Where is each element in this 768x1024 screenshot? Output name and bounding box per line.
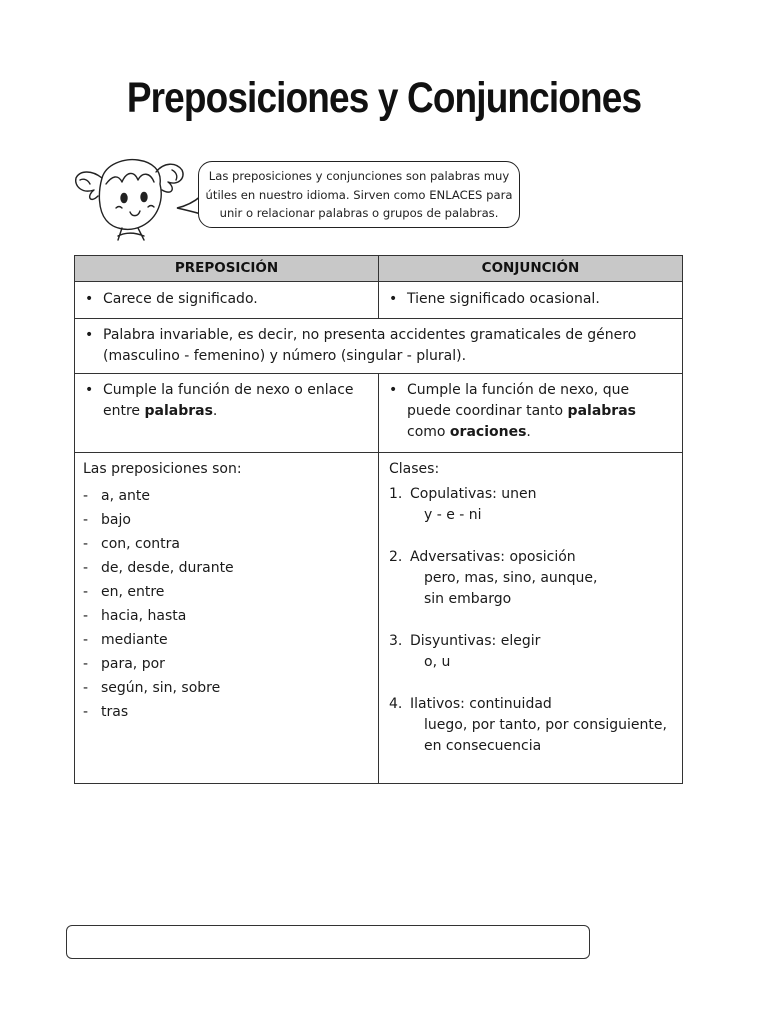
clase-examples: o, u: [424, 654, 451, 670]
bullet-icon: •: [85, 382, 94, 398]
clase-title: Copulativas: unen: [410, 486, 537, 502]
clase-item: [389, 630, 674, 673]
clase-number: 2.: [389, 549, 403, 565]
clase-item: [389, 693, 674, 757]
preposicion-nexo: [103, 380, 370, 422]
table-cell: [75, 453, 379, 784]
preposicion-item: para, por: [101, 656, 165, 672]
clase-number: 1.: [389, 486, 403, 502]
conjuncion-significado: Tiene significado ocasional.: [407, 291, 600, 307]
dash-icon: -: [83, 608, 89, 624]
conjuncion-nexo: [407, 380, 674, 443]
dash-icon: -: [83, 512, 89, 528]
clase-item: [389, 546, 674, 610]
preposicion-item: bajo: [101, 512, 131, 528]
list-item: [83, 532, 370, 556]
clases-heading: Clases:: [389, 461, 440, 477]
bold-term: oraciones: [449, 424, 527, 440]
table-row: [75, 453, 683, 784]
preposicion-item: hacia, hasta: [101, 608, 187, 624]
speech-bubble: [198, 161, 520, 228]
text-span: Cumple la función de nexo, que puede coordinar tanto: [407, 382, 630, 419]
dash-icon: -: [83, 560, 89, 576]
bullet-icon: •: [85, 327, 94, 343]
preposiciones-heading: Las preposiciones son:: [83, 461, 242, 477]
list-item: [83, 604, 370, 628]
table-row: [75, 319, 683, 374]
preposicion-item: mediante: [101, 632, 168, 648]
intro-line: Las preposiciones y conjunciones son palabras muy: [208, 169, 510, 183]
text-span: .: [526, 424, 531, 440]
table-cell: [379, 282, 683, 319]
table-cell: [75, 374, 379, 453]
table-cell: [379, 453, 683, 784]
dash-icon: -: [83, 656, 89, 672]
list-item: [83, 484, 370, 508]
clase-number: 4.: [389, 696, 403, 712]
bullet-icon: •: [389, 291, 398, 307]
invariable-text: Palabra invariable, es decir, no presenta accidentes gramaticales de género (masculino - femenino) y número (singular - plural).: [103, 327, 637, 364]
clase-title: Ilativos: continuidad: [410, 696, 552, 712]
list-item: [83, 652, 370, 676]
list-item: [83, 556, 370, 580]
bold-term: palabras: [144, 403, 213, 419]
clase-number: 3.: [389, 633, 403, 649]
dash-icon: -: [83, 584, 89, 600]
list-item: [83, 508, 370, 532]
table-cell: [379, 374, 683, 453]
preposicion-item: con, contra: [101, 536, 180, 552]
list-item: [83, 628, 370, 652]
comparison-table: [74, 255, 683, 784]
preposiciones-list: [83, 484, 370, 724]
text-span: .: [212, 403, 218, 419]
dash-icon: -: [83, 680, 89, 696]
table-cell: [75, 319, 683, 374]
dash-icon: -: [83, 632, 89, 648]
preposicion-item: de, desde, durante: [101, 560, 234, 576]
bullet-icon: •: [389, 382, 398, 398]
header-conjuncion: CONJUNCIÓN: [379, 256, 683, 282]
bold-term: palabras: [567, 403, 636, 419]
list-item: [83, 580, 370, 604]
header-preposicion: PREPOSICIÓN: [75, 256, 379, 282]
preposicion-item: tras: [101, 704, 129, 720]
clases-list: [389, 483, 674, 757]
table-row: [75, 374, 683, 453]
clase-examples: pero, mas, sino, aunque,: [424, 570, 598, 586]
dash-icon: -: [83, 704, 89, 720]
bullet-icon: •: [85, 291, 94, 307]
clase-examples: en consecuencia: [424, 738, 542, 754]
girl-illustration: [72, 156, 190, 242]
preposicion-item: según, sin, sobre: [101, 680, 221, 696]
table-header-row: [75, 256, 683, 282]
dash-icon: -: [83, 488, 89, 504]
intro-line: unir o relacionar palabras o grupos de palabras.: [219, 206, 499, 220]
list-item: [83, 700, 370, 724]
preposicion-significado: Carece de significado.: [103, 291, 258, 307]
preposicion-item: en, entre: [101, 584, 165, 600]
clase-examples: luego, por tanto, por consiguiente,: [424, 717, 667, 733]
text-span: Cumple la función de nexo o enlace entre: [103, 382, 354, 419]
page-title: Preposiciones y Conjunciones: [126, 74, 642, 122]
clase-title: Disyuntivas: elegir: [410, 633, 541, 649]
text-span: como: [407, 424, 450, 440]
table-cell: [75, 282, 379, 319]
answer-box: [66, 925, 590, 959]
table-row: [75, 282, 683, 319]
preposicion-item: a, ante: [101, 488, 151, 504]
intro-line: útiles en nuestro idioma. Sirven como ENLACES para: [205, 187, 513, 202]
list-item: [83, 676, 370, 700]
clase-item: [389, 483, 674, 526]
clase-title: Adversativas: oposición: [410, 549, 576, 565]
clase-examples: y - e - ni: [424, 507, 482, 523]
dash-icon: -: [83, 536, 89, 552]
clase-examples: sin embargo: [424, 591, 512, 607]
